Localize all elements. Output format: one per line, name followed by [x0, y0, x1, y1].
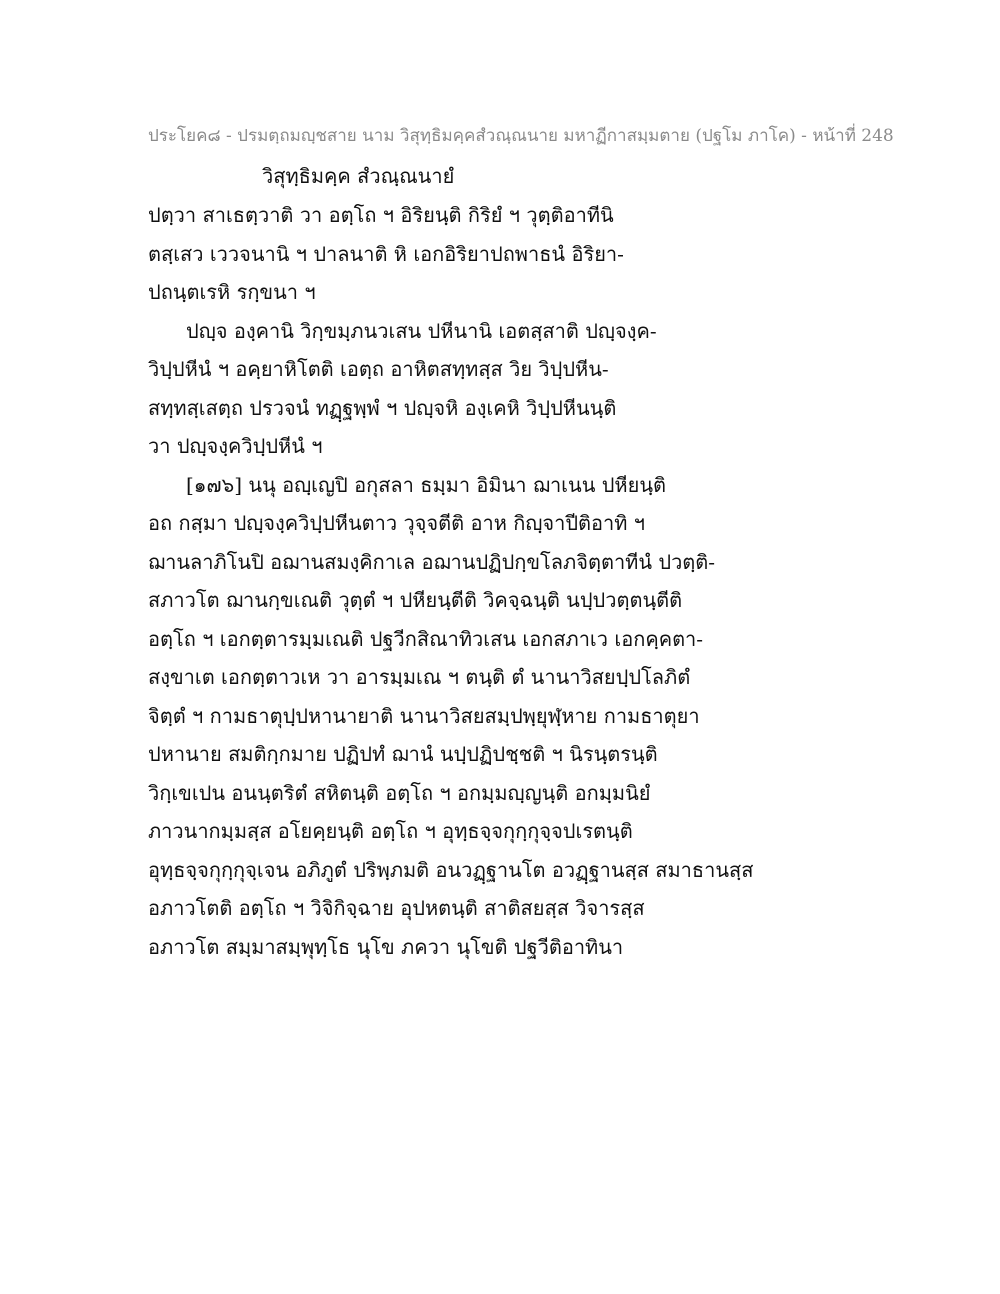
- text-line: ฌานลาภิโนปิ อฌานสมงฺคิกาเล อฌานปฏิปกฺขโลภจิตฺตาทีนํ ปวตฺติ-: [148, 549, 716, 574]
- text-line: วา ปญฺจงฺควิปฺปหีนํ ฯ: [148, 434, 323, 458]
- text-line: สภาวโต ฌานกฺขเณติ วุตฺตํ ฯ ปหียนฺตีติ วิคจฺฉนฺติ นปฺปวตฺตนฺตีติ: [148, 588, 683, 612]
- text-line: อตฺโถ ฯ เอกตฺตารมฺมเณติ ปฐวีกสิณาทิวเสน เอกสภาเว เอกคฺคตา-: [148, 626, 704, 651]
- text-line: ปถนฺตเรหิ รกฺขนา ฯ: [148, 280, 316, 304]
- running-header: ประโยค๘ - ปรมตฺถมญฺชสาย นาม วิสุทฺธิมคฺคสํวณฺณนาย มหาฏีกาสมฺมตาย (ปฐโม ภาโค) - หน้าที่ 248: [148, 126, 894, 146]
- text-line: อุทฺธจฺจกุกฺกุจฺเจน อภิภูตํ ปริพฺภมติ อนวฏฺฐานโต อวฏฺฐานสฺส สมาธานสฺส: [148, 857, 754, 882]
- text-line: ปหานาย สมติกฺกมาย ปฏิปทํ ฌานํ นปฺปฏิปชฺชติ ฯ นิรนฺตรนฺติ: [148, 742, 658, 766]
- text-line: วิกฺเขเปน อนนฺตริตํ สหิตนฺติ อตฺโถ ฯ อกมฺมญฺญนฺติ อกมฺมนิยํ: [148, 780, 651, 805]
- text-line: สงฺขาเต เอกตฺตาวเห วา อารมฺมเณ ฯ ตนฺติ ตํ นานาวิสยปฺปโลภิตํ: [148, 665, 691, 689]
- paragraph-start-line: ปญฺจ องฺคานิ วิกฺขมฺภนวเสน ปหีนานิ เอตสฺสาติ ปญฺจงฺค-: [186, 318, 657, 343]
- paragraph-start-line: [๑๗๖] นนุ อญฺเญปิ อกุสลา ธมฺมา อิมินา ฌาเนน ปหียนฺติ: [186, 472, 666, 497]
- text-line: จิตฺตํ ฯ กามธาตุปฺปหานายาติ นานาวิสยสมฺปพฺยุฬฺหาย กามธาตุยา: [148, 703, 700, 728]
- text-line: ตสฺเสว เววจนานิ ฯ ปาลนาติ หิ เอกอิริยาปถพาธนํ อิริยา-: [148, 241, 624, 266]
- text-line: อภาวโต สมฺมาสมฺพุทฺโธ นุโข ภควา นุโขติ ปฐวีติอาทินา: [148, 934, 624, 959]
- text-line: วิปฺปหีนํ ฯ อคฺยาหิโตติ เอตฺถ อาหิตสทฺทสฺส วิย วิปฺปหีน-: [148, 357, 609, 381]
- text-line: ปตฺวา สาเธตฺวาติ วา อตฺโถ ฯ อิริยนฺติ กิริยํ ฯ วุตฺติอาทีนิ: [148, 203, 614, 227]
- text-line: ภาวนากมฺมสฺส อโยคฺยนฺติ อตฺโถ ฯ อุทฺธจฺจกุกฺกุจฺจปเรตนฺติ: [148, 819, 633, 843]
- text-line: อถ กสฺมา ปญฺจงฺควิปฺปหีนตาว วุจฺจตีติ อาห กิญฺจาปีติอาทิ ฯ: [148, 511, 646, 535]
- body-text: [148, 198, 868, 968]
- text-line: อภาวโตติ อตฺโถ ฯ วิจิกิจฺฉาย อุปหตนฺติ สาติสยสฺส วิจารสฺส: [148, 896, 645, 920]
- text-line: สทฺทสฺเสตฺถ ปรวจนํ ทฏฺฐพฺพํ ฯ ปญฺจหิ องฺเคหิ วิปฺปหีนนฺติ: [148, 395, 617, 420]
- book-title: วิสุทฺธิมคฺค สํวณฺณนายํ: [262, 164, 455, 188]
